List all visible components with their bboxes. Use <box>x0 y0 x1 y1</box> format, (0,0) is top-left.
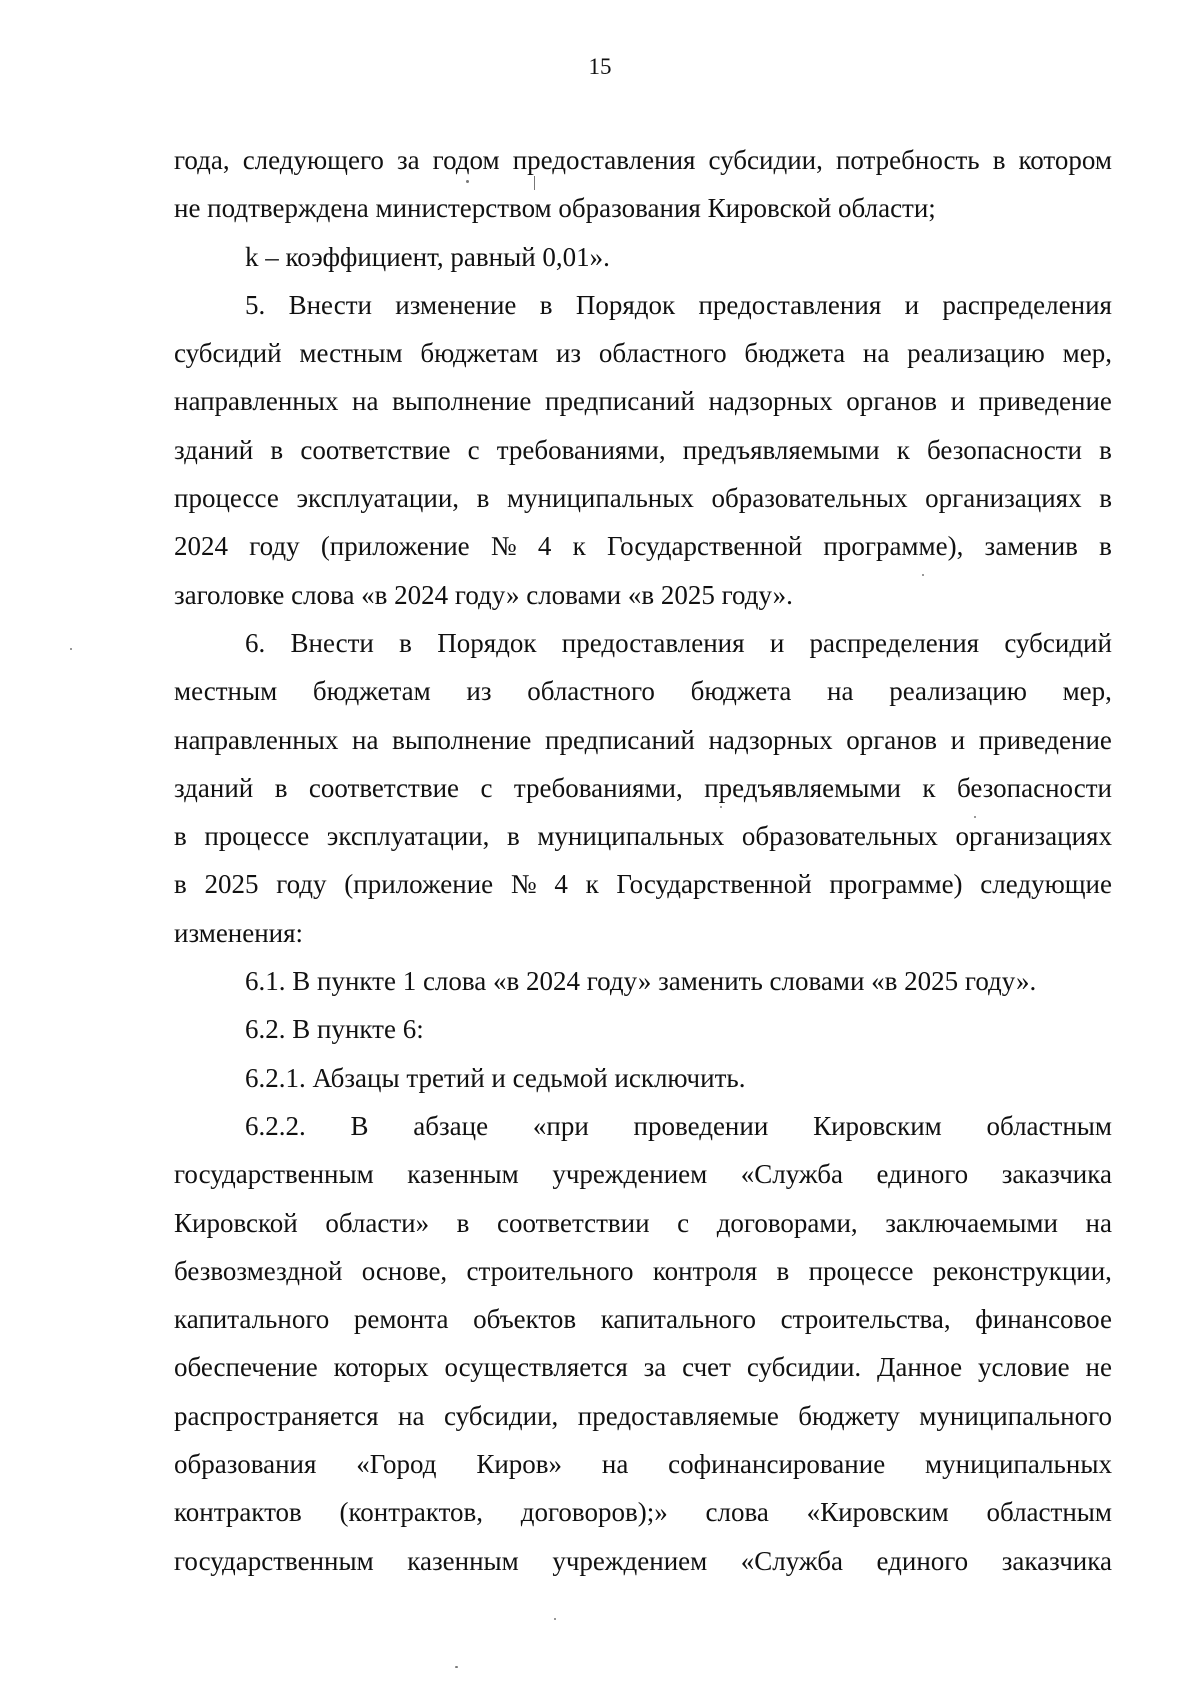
word: 6. <box>245 627 266 658</box>
word: с <box>467 434 480 465</box>
word: областным <box>986 1110 1112 1141</box>
text-line <box>174 474 1112 522</box>
word: следующего <box>242 145 384 175</box>
word: на <box>352 724 379 755</box>
word: Кировским <box>813 1110 942 1141</box>
word: процессе <box>174 483 279 514</box>
word: слова <box>705 1497 769 1528</box>
word: предоставления <box>698 289 882 320</box>
word: в <box>1099 483 1112 514</box>
word: из <box>555 338 582 369</box>
word: распространяется <box>174 1400 379 1431</box>
word: объектов <box>473 1304 577 1335</box>
word: в <box>506 821 520 852</box>
scan-speck <box>455 1666 458 1668</box>
word: местным <box>299 338 403 369</box>
word: на <box>1085 1207 1112 1238</box>
word: в <box>776 1255 790 1286</box>
word: выполнение <box>392 724 532 755</box>
word: требованиями, <box>513 772 683 803</box>
word: основе, <box>361 1255 448 1286</box>
word: предписаний <box>545 386 695 417</box>
scan-speck <box>534 176 535 190</box>
word: безопасности <box>956 772 1112 803</box>
word: областного <box>527 676 655 707</box>
word: единого <box>876 1545 969 1576</box>
word: году <box>276 869 327 900</box>
scan-speck <box>466 180 469 183</box>
word: бюджетам <box>312 676 431 707</box>
word: субсидии, <box>708 145 823 175</box>
word: мер, <box>1062 676 1112 707</box>
text-line <box>174 1247 1112 1295</box>
word: контрактов <box>174 1497 302 1528</box>
word: строительства, <box>780 1304 951 1335</box>
text-line <box>174 1295 1112 1343</box>
word: 2025 <box>204 869 259 900</box>
word: процессе <box>204 821 310 852</box>
scan-speck <box>922 574 924 576</box>
word: направленных <box>174 724 339 755</box>
word: и <box>904 289 920 320</box>
word: проведении <box>633 1110 769 1141</box>
word: Государственной <box>616 869 812 900</box>
word: органов <box>846 724 937 755</box>
text-line <box>174 764 1112 812</box>
word: котором <box>1018 145 1112 175</box>
word: соответствии <box>496 1207 650 1238</box>
word: капитального <box>600 1304 756 1335</box>
word: мер, <box>1062 338 1112 369</box>
text-line <box>174 329 1112 377</box>
word: муниципальных <box>925 1449 1112 1480</box>
word: к <box>922 772 936 803</box>
text-line <box>174 377 1112 425</box>
word: на <box>827 676 854 707</box>
word: предоставления <box>561 627 745 658</box>
text-line <box>174 667 1112 715</box>
word: области» <box>325 1207 430 1238</box>
word: заключаемыми <box>885 1207 1058 1238</box>
word: не <box>1085 1352 1112 1383</box>
word: на <box>398 1400 425 1431</box>
word: организациях <box>955 821 1112 852</box>
word: в <box>476 483 490 514</box>
word: ремонта <box>353 1304 449 1335</box>
word: Порядок <box>575 289 676 320</box>
word: в <box>399 627 412 658</box>
word: Внести <box>290 627 374 658</box>
word: 5. <box>245 289 266 320</box>
word: приведение <box>978 386 1112 417</box>
word: муниципальных <box>506 483 694 514</box>
text-line: k – коэффициент, равный 0,01». <box>245 241 610 272</box>
document-body <box>174 136 1112 1585</box>
word: предоставления <box>512 145 696 175</box>
word: на <box>862 338 890 369</box>
word: осуществляется <box>444 1352 628 1383</box>
word: единого <box>876 1159 969 1190</box>
word: эксплуатации, <box>296 483 460 514</box>
word: (приложение <box>320 531 470 562</box>
word: 4 <box>537 531 552 562</box>
word: в <box>539 289 553 320</box>
word: договоров);» <box>520 1497 668 1528</box>
word: учреждением <box>552 1545 708 1576</box>
word: в <box>1099 531 1112 562</box>
text-line: изменения: <box>174 917 304 948</box>
word: с <box>480 772 493 803</box>
text-line <box>174 522 1112 570</box>
word: реализацию <box>889 676 1027 707</box>
word: обеспечение <box>174 1352 318 1383</box>
word: за <box>396 145 420 175</box>
text-line <box>174 136 1112 184</box>
word: образовательных <box>741 821 938 852</box>
word: распределения <box>942 289 1112 320</box>
text-line <box>174 1392 1112 1440</box>
word: областным <box>986 1497 1112 1528</box>
word: казенным <box>407 1545 519 1576</box>
word: образовательных <box>711 483 908 514</box>
scan-speck <box>974 816 976 818</box>
word: зданий <box>174 772 254 803</box>
word: государственным <box>174 1159 374 1190</box>
text-line: 6.2. В пункте 6: <box>245 1014 424 1045</box>
word: году <box>249 531 300 562</box>
word: 4 <box>554 869 568 900</box>
word: в <box>174 869 187 900</box>
word: к <box>585 869 599 900</box>
word: казенным <box>407 1159 519 1190</box>
scan-speck <box>554 1618 556 1620</box>
word: соответствие <box>300 434 451 465</box>
word: в <box>992 145 1006 175</box>
word: потребность <box>835 145 980 175</box>
word: приведение <box>978 724 1112 755</box>
word: бюджета <box>744 338 846 369</box>
word: на <box>601 1449 629 1480</box>
word: субсидии. <box>746 1352 862 1383</box>
word: бюджету <box>798 1400 900 1431</box>
word: учреждением <box>552 1159 708 1190</box>
word: предписаний <box>545 724 695 755</box>
word: на <box>352 386 379 417</box>
word: программе) <box>829 869 963 900</box>
word: выполнение <box>392 386 532 417</box>
word: 6.2.2. <box>245 1110 306 1141</box>
word: Внести <box>288 289 372 320</box>
word: контроля <box>652 1255 758 1286</box>
word: года, <box>174 145 230 175</box>
text-line <box>174 860 1112 908</box>
word: которых <box>333 1352 429 1383</box>
word: в <box>274 772 288 803</box>
word: 2024 <box>174 531 228 562</box>
word: № <box>490 531 517 562</box>
word: и <box>769 627 785 658</box>
text-line <box>174 812 1112 860</box>
word: субсидий <box>1004 627 1112 658</box>
scan-speck <box>720 806 722 808</box>
word: «Город <box>356 1449 437 1480</box>
word: бюджета <box>690 676 792 707</box>
text-line <box>174 1488 1112 1536</box>
text-line <box>174 1199 1112 1247</box>
word: надзорных <box>708 386 833 417</box>
text-line: заголовке слова «в 2024 году» словами «в 2025 году». <box>174 579 793 610</box>
word: к <box>572 531 586 562</box>
text-line: 6.1. В пункте 1 слова «в 2024 году» заменить словами «в 2025 году». <box>245 966 1037 997</box>
word: реализацию <box>907 338 1045 369</box>
text-line <box>174 1343 1112 1391</box>
word: условие <box>978 1352 1070 1383</box>
word: надзорных <box>708 724 833 755</box>
word: областного <box>598 338 727 369</box>
word: «Служба <box>740 1545 843 1576</box>
text-line: не подтверждена министерством образования Кировской области; <box>174 193 936 224</box>
word: органов <box>846 386 937 417</box>
word: за <box>643 1352 667 1383</box>
word: В <box>350 1110 369 1141</box>
word: (контрактов, <box>339 1497 484 1528</box>
word: и <box>950 386 966 417</box>
word: Кировской <box>174 1207 298 1238</box>
word: заказчика <box>1001 1159 1112 1190</box>
word: эксплуатации, <box>326 821 490 852</box>
word: субсидии, <box>443 1400 559 1431</box>
word: капитального <box>174 1304 330 1335</box>
word: № <box>510 869 537 900</box>
word: и <box>950 724 966 755</box>
word: абзаце <box>413 1110 489 1141</box>
text-line: 6.2.1. Абзацы третий и седьмой исключить. <box>245 1062 746 1093</box>
word: в <box>270 434 284 465</box>
word: распределения <box>809 627 980 658</box>
word: счет <box>682 1352 731 1383</box>
word: безопасности <box>927 434 1082 465</box>
text-line <box>174 1440 1112 1488</box>
word: в <box>1099 434 1112 465</box>
word: направленных <box>174 386 339 417</box>
text-line <box>174 281 1112 329</box>
word: муниципальных <box>537 821 725 852</box>
word: «Кировским <box>806 1497 949 1528</box>
word: предъявляемыми <box>704 772 901 803</box>
word: годом <box>432 145 500 175</box>
word: программе), <box>823 531 964 562</box>
word: «Служба <box>740 1159 843 1190</box>
word: требованиями, <box>496 434 666 465</box>
word: софинансирование <box>668 1449 886 1480</box>
page-number: 15 <box>588 54 612 79</box>
word: финансовое <box>975 1304 1112 1335</box>
word: организациях <box>925 483 1082 514</box>
word: заказчика <box>1001 1545 1112 1576</box>
word: безвозмездной <box>174 1255 343 1286</box>
word: государственным <box>174 1545 374 1576</box>
word: договорами, <box>716 1207 858 1238</box>
word: соответствие <box>308 772 460 803</box>
text-line <box>174 426 1112 474</box>
word: с <box>677 1207 690 1238</box>
text-line <box>174 619 1112 667</box>
word: предоставляемые <box>577 1400 779 1431</box>
word: изменение <box>395 289 517 320</box>
word: строительного <box>466 1255 634 1286</box>
scan-speck <box>70 648 72 650</box>
word: в <box>174 821 187 852</box>
word: Киров» <box>476 1449 563 1480</box>
word: заменив <box>984 531 1078 562</box>
word: (приложение <box>344 869 494 900</box>
word: Государственной <box>606 531 803 562</box>
word: из <box>466 676 492 707</box>
word: Порядок <box>437 627 537 658</box>
text-line <box>174 1150 1112 1198</box>
word: реконструкции, <box>932 1255 1112 1286</box>
word: предъявляемыми <box>682 434 880 465</box>
word: следующие <box>980 869 1112 900</box>
word: в <box>456 1207 470 1238</box>
word: процессе <box>808 1255 914 1286</box>
word: местным <box>174 676 278 707</box>
word: «при <box>532 1110 589 1141</box>
word: муниципального <box>919 1400 1112 1431</box>
text-line <box>174 1102 1112 1150</box>
word: бюджетам <box>420 338 539 369</box>
text-line <box>174 1537 1112 1585</box>
word: Данное <box>877 1352 963 1383</box>
text-line <box>174 716 1112 764</box>
word: образования <box>174 1449 317 1480</box>
word: субсидий <box>174 338 282 369</box>
word: к <box>896 434 910 465</box>
word: зданий <box>174 434 254 465</box>
